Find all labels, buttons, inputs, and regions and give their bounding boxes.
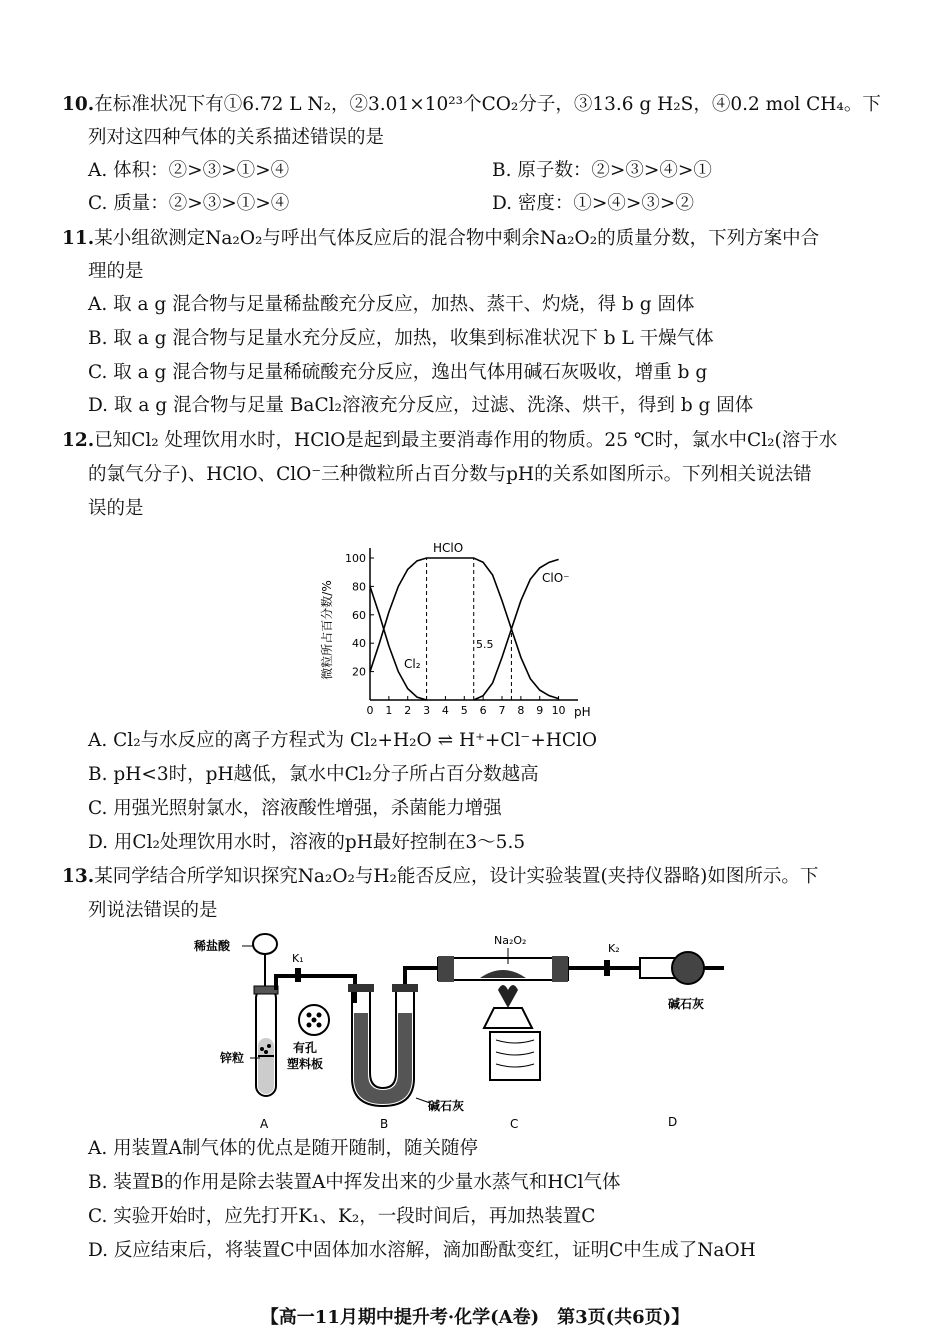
label-na2o2: Na₂O₂ bbox=[494, 934, 527, 947]
x-tick-label: 9 bbox=[536, 704, 544, 717]
q11-option-d: D. 取 a g 混合物与足量 BaCl₂溶液充分反应，过滤、洗涤、烘干，得到 b g 固体 bbox=[88, 395, 754, 416]
q13-text1: 某同学结合所学知识探究Na₂O₂与H₂能否反应，设计实验装置(夹持仪器略)如图所示。下 bbox=[94, 866, 819, 887]
q13-option-c: C. 实验开始时，应先打开K₁、K₂，一段时间后，再加热装置C bbox=[88, 1206, 596, 1227]
q11-text1: 某小组欲测定Na₂O₂与呼出气体反应后的混合物中剩余Na₂O₂的质量分数，下列方案中合 bbox=[94, 228, 820, 249]
q12-line2: 的氯气分子)、HClO、ClO⁻三种微粒所占百分数与pH的关系如图所示。下列相关说法错 bbox=[88, 464, 812, 485]
annotation-5-5: 5.5 bbox=[476, 638, 494, 651]
chart-lines bbox=[370, 558, 559, 700]
x-tick-label: 3 bbox=[423, 704, 431, 717]
species-ph-chart bbox=[316, 530, 616, 725]
valve-k2-icon bbox=[604, 960, 610, 976]
alcohol-lamp-icon bbox=[484, 1008, 532, 1028]
q12-line1 bbox=[62, 428, 837, 454]
x-tick-label: 8 bbox=[517, 704, 525, 717]
apparatus-b bbox=[348, 968, 464, 1131]
page-footer: 【高一11月期中提升考·化学(A卷) 第3页(共6页)】 bbox=[260, 1307, 690, 1328]
q11-option-c: C. 取 a g 混合物与足量稀硫酸充分反应，逸出气体用碱石灰吸收，增重 b g bbox=[88, 362, 708, 383]
q13-option-b: B. 装置B的作用是除去装置A中挥发出来的少量水蒸气和HCl气体 bbox=[88, 1172, 621, 1193]
q11-option-b: B. 取 a g 混合物与足量水充分反应，加热，收集到标准状况下 b L 干燥气体 bbox=[88, 328, 714, 349]
label-soda-lime-d: 碱石灰 bbox=[668, 997, 705, 1011]
q10-option-c: C. 质量：②>③>①>④ bbox=[88, 193, 290, 214]
label-plate-1: 有孔 bbox=[293, 1041, 318, 1055]
label-c: C bbox=[510, 1117, 519, 1131]
q12-number: 12. bbox=[62, 430, 95, 451]
q12-option-d: D. 用Cl₂处理饮用水时，溶液的pH最好控制在3～5.5 bbox=[88, 832, 526, 853]
q12-option-b: B. pH<3时，pH越低，氯水中Cl₂分子所占百分数越高 bbox=[88, 764, 539, 785]
valve-k1-icon bbox=[295, 968, 301, 982]
label-cl2: Cl₂ bbox=[404, 657, 421, 671]
y-tick-label: 20 bbox=[352, 665, 366, 679]
q13-number: 13. bbox=[62, 866, 95, 887]
label-d: D bbox=[668, 1115, 678, 1129]
label-k1: K₁ bbox=[292, 952, 304, 965]
q12-option-c: C. 用强光照射氯水，溶液酸性增强，杀菌能力增强 bbox=[88, 798, 502, 819]
q11-option-a: A. 取 a g 混合物与足量稀盐酸充分反应，加热、蒸干、灼烧，得 b g 固体 bbox=[88, 294, 695, 315]
q13-line1 bbox=[62, 864, 818, 890]
q12-line3: 误的是 bbox=[88, 498, 144, 519]
label-plate-2: 塑料板 bbox=[287, 1057, 324, 1071]
q11-line2: 理的是 bbox=[88, 261, 144, 282]
x-tick-label: 5 bbox=[460, 704, 468, 717]
y-tick-label: 60 bbox=[352, 608, 366, 622]
q13-option-a: A. 用装置A制气体的优点是随开随制，随关随停 bbox=[88, 1138, 478, 1159]
y-tick-label: 40 bbox=[352, 637, 366, 651]
x-tick-label: 0 bbox=[366, 704, 374, 717]
x-tick-label: 1 bbox=[385, 704, 393, 717]
x-tick-label: 6 bbox=[479, 704, 487, 717]
drying-tube-icon bbox=[672, 952, 704, 984]
y-tick-label: 80 bbox=[352, 580, 366, 594]
q10-option-d: D. 密度：①>④>③>② bbox=[492, 193, 694, 214]
label-clo: ClO⁻ bbox=[542, 571, 570, 585]
x-tick-label: 10 bbox=[551, 704, 566, 717]
label-k2: K₂ bbox=[608, 942, 620, 955]
q10-option-a: A. 体积：②>③>①>④ bbox=[88, 160, 290, 181]
label-acid: 稀盐酸 bbox=[194, 939, 231, 953]
series-line bbox=[370, 586, 427, 700]
apparatus-a bbox=[193, 934, 355, 1131]
y-tick-label: 100 bbox=[345, 552, 366, 565]
chart-ylabel: 微粒所占百分数/% bbox=[320, 580, 334, 680]
apparatus-d bbox=[568, 942, 724, 1129]
flame-icon bbox=[498, 985, 518, 1008]
label-a: A bbox=[260, 1117, 269, 1131]
q10-option-b: B. 原子数：②>③>④>① bbox=[492, 160, 712, 181]
q12-text1: 已知Cl₂ 处理饮用水时，HClO是起到最主要消毒作用的物质。25 ℃时，氯水中Cl₂(溶于水 bbox=[94, 430, 838, 451]
q10-text1: 在标准状况下有①6.72 L N₂，②3.01×10²³个CO₂分子，③13.6 g H₂S，④0.2 mol CH₄。下 bbox=[94, 94, 881, 115]
q11-line1 bbox=[62, 226, 819, 252]
q10-line2: 列对这四种气体的关系描述错误的是 bbox=[88, 127, 385, 148]
q13-option-d: D. 反应结束后，将装置C中固体加水溶解，滴加酚酞变红，证明C中生成了NaOH bbox=[88, 1240, 756, 1261]
x-tick-label: 2 bbox=[404, 704, 412, 717]
q12-option-a: A. Cl₂与水反应的离子方程式为 Cl₂+H₂O ⇌ H⁺+Cl⁻+HClO bbox=[88, 730, 598, 751]
x-tick-label: 4 bbox=[441, 704, 449, 717]
label-soda-lime-b: 碱石灰 bbox=[428, 1099, 465, 1113]
apparatus-diagram bbox=[190, 928, 750, 1132]
label-b: B bbox=[380, 1117, 389, 1131]
chart-xlabel: pH bbox=[574, 705, 591, 719]
q10-line1 bbox=[62, 92, 881, 118]
wood-block-icon bbox=[490, 1032, 540, 1080]
q13-line2: 列说法错误的是 bbox=[88, 900, 218, 921]
q11-number: 11. bbox=[62, 228, 95, 249]
label-hclo: HClO bbox=[433, 541, 464, 555]
x-tick-label: 7 bbox=[498, 704, 506, 717]
separatory-funnel-icon bbox=[253, 934, 277, 954]
q10-number: 10. bbox=[62, 94, 95, 115]
label-zinc: 锌粒 bbox=[220, 1051, 245, 1065]
